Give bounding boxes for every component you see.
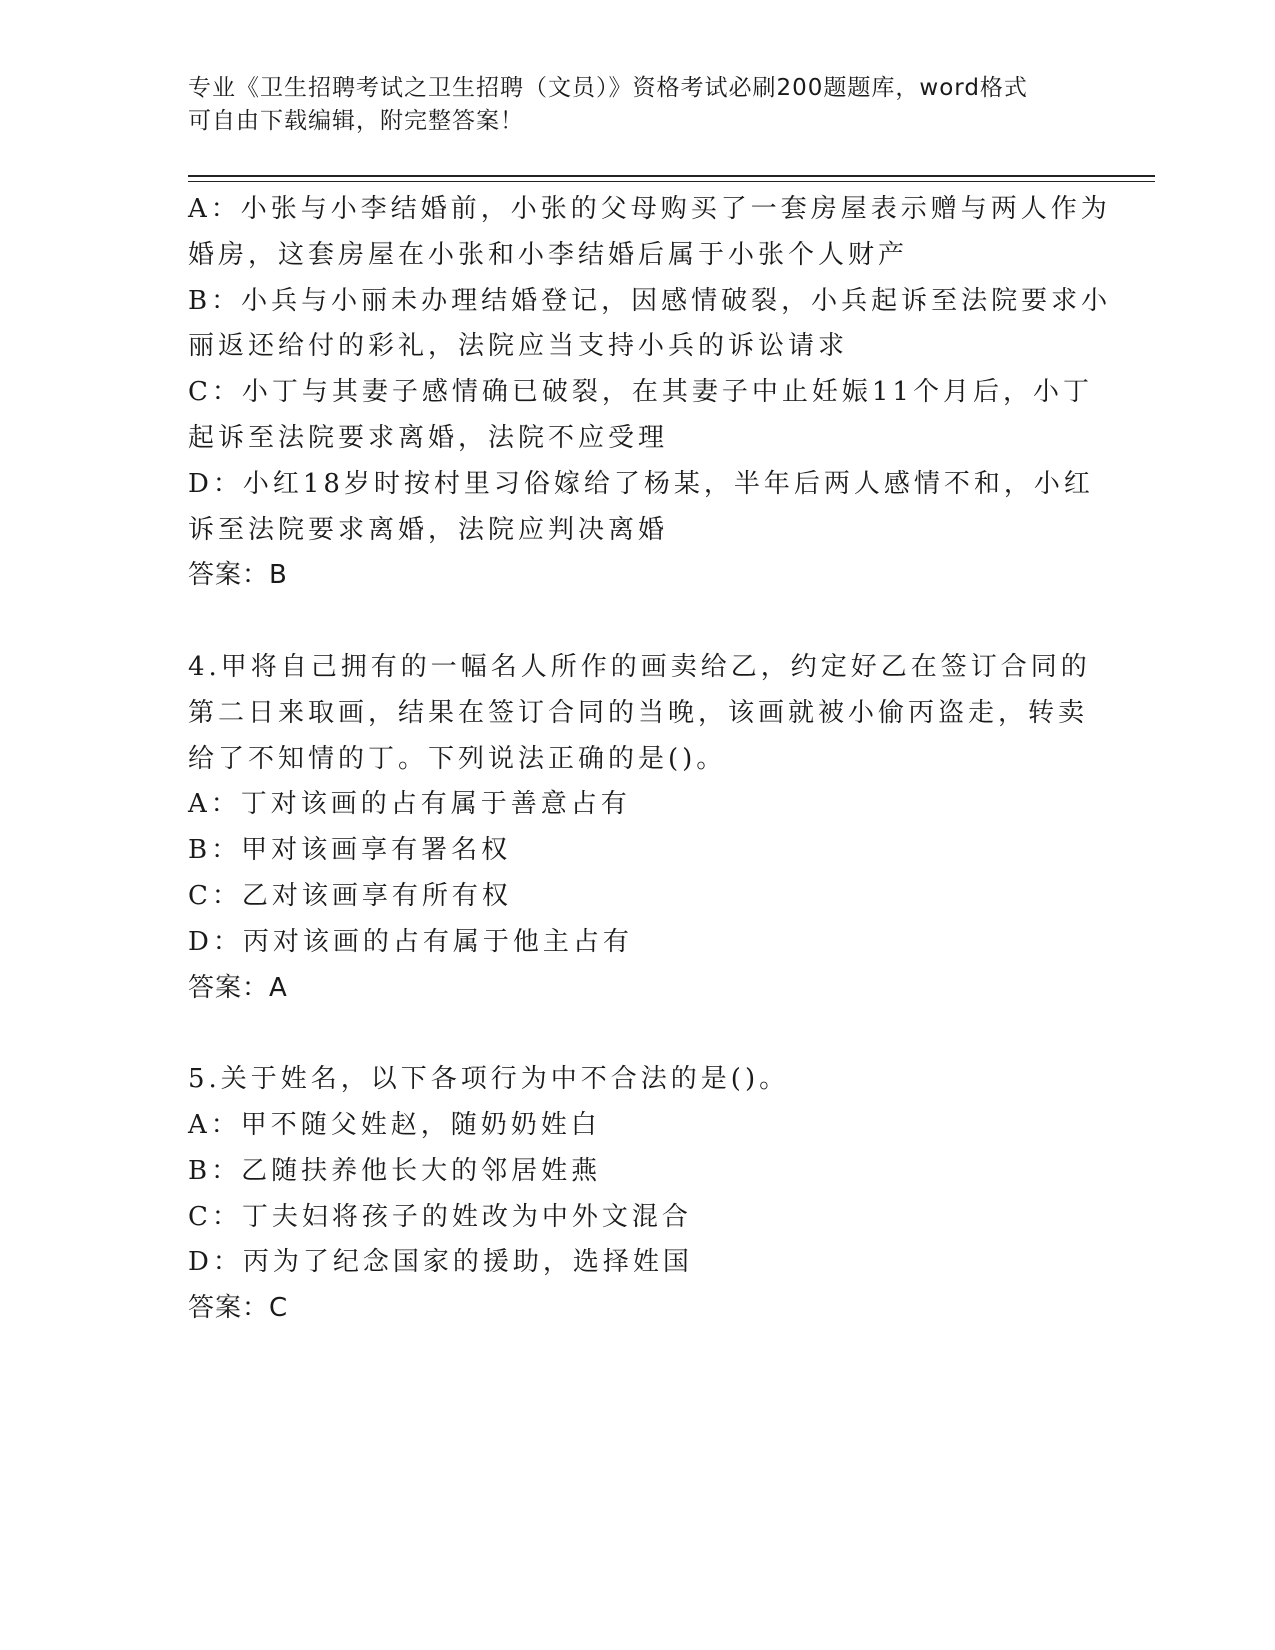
spacer xyxy=(188,599,1088,645)
question-4-stem-line-1: 4.甲将自己拥有的一幅名人所作的画卖给乙，约定好乙在签订合同的 xyxy=(188,651,1091,682)
option-d: D：丙为了纪念国家的援助，选择姓国 xyxy=(188,1247,693,1278)
spacer xyxy=(188,1011,1088,1057)
header-rule-thick xyxy=(188,175,1155,177)
option-c: C：乙对该画享有所有权 xyxy=(188,880,512,911)
question-4-stem-line-3: 给了不知情的丁。下列说法正确的是()。 xyxy=(188,743,727,774)
header-rule-thin xyxy=(188,181,1155,182)
answer-5: 答案：C xyxy=(188,1293,289,1324)
option-d: D：丙对该画的占有属于他主占有 xyxy=(188,926,633,957)
option-b-line-1: B：小兵与小丽未办理结婚登记，因感情破裂，小兵起诉至法院要求小 xyxy=(188,285,1112,316)
option-a-line-1: A：小张与小李结婚前，小张的父母购买了一套房屋表示赠与两人作为 xyxy=(188,194,1111,224)
option-c-line-1: C：小丁与其妻子感情确已破裂，在其妻子中止妊娠11个月后，小丁 xyxy=(188,377,1093,408)
option-a: A：甲不随父姓赵，随奶奶姓白 xyxy=(188,1109,601,1140)
option-b: B：乙随扶养他长大的邻居姓燕 xyxy=(188,1155,602,1186)
option-d-line-2: 诉至法院要求离婚，法院应判决离婚 xyxy=(188,514,669,545)
option-a: A：丁对该画的占有属于善意占有 xyxy=(188,789,631,820)
question-5 xyxy=(188,1057,1088,1332)
question-5-stem-line-1: 5.关于姓名，以下各项行为中不合法的是()。 xyxy=(188,1064,790,1095)
answer-3: 答案：B xyxy=(188,560,288,591)
option-c-line-2: 起诉至法院要求离婚，法院不应受理 xyxy=(188,422,669,453)
document-header xyxy=(188,72,1088,138)
header-line-2: 可自由下载编辑，附完整答案！ xyxy=(188,108,524,134)
question-4 xyxy=(188,645,1091,1011)
option-b-line-2: 丽返还给付的彩礼，法院应当支持小兵的诉讼请求 xyxy=(188,331,849,362)
option-a-line-2: 婚房，这套房屋在小张和小李结婚后属于小张个人财产 xyxy=(188,239,909,270)
question-content xyxy=(188,187,1112,1332)
answer-4: 答案：A xyxy=(188,972,288,1003)
option-c: C：丁夫妇将孩子的姓改为中外文混合 xyxy=(188,1201,692,1232)
option-d-line-1: D：小红18岁时按村里习俗嫁给了杨某，半年后两人感情不和，小红 xyxy=(188,468,1094,499)
option-b: B：甲对该画享有署名权 xyxy=(188,835,512,866)
question-4-stem-line-2: 第二日来取画，结果在签订合同的当晚，该画就被小偷丙盗走，转卖 xyxy=(188,697,1089,728)
question-3-options xyxy=(188,187,1112,599)
header-line-1: 专业《卫生招聘考试之卫生招聘（文员）》资格考试必刷200题题库，word格式 xyxy=(188,75,1028,101)
